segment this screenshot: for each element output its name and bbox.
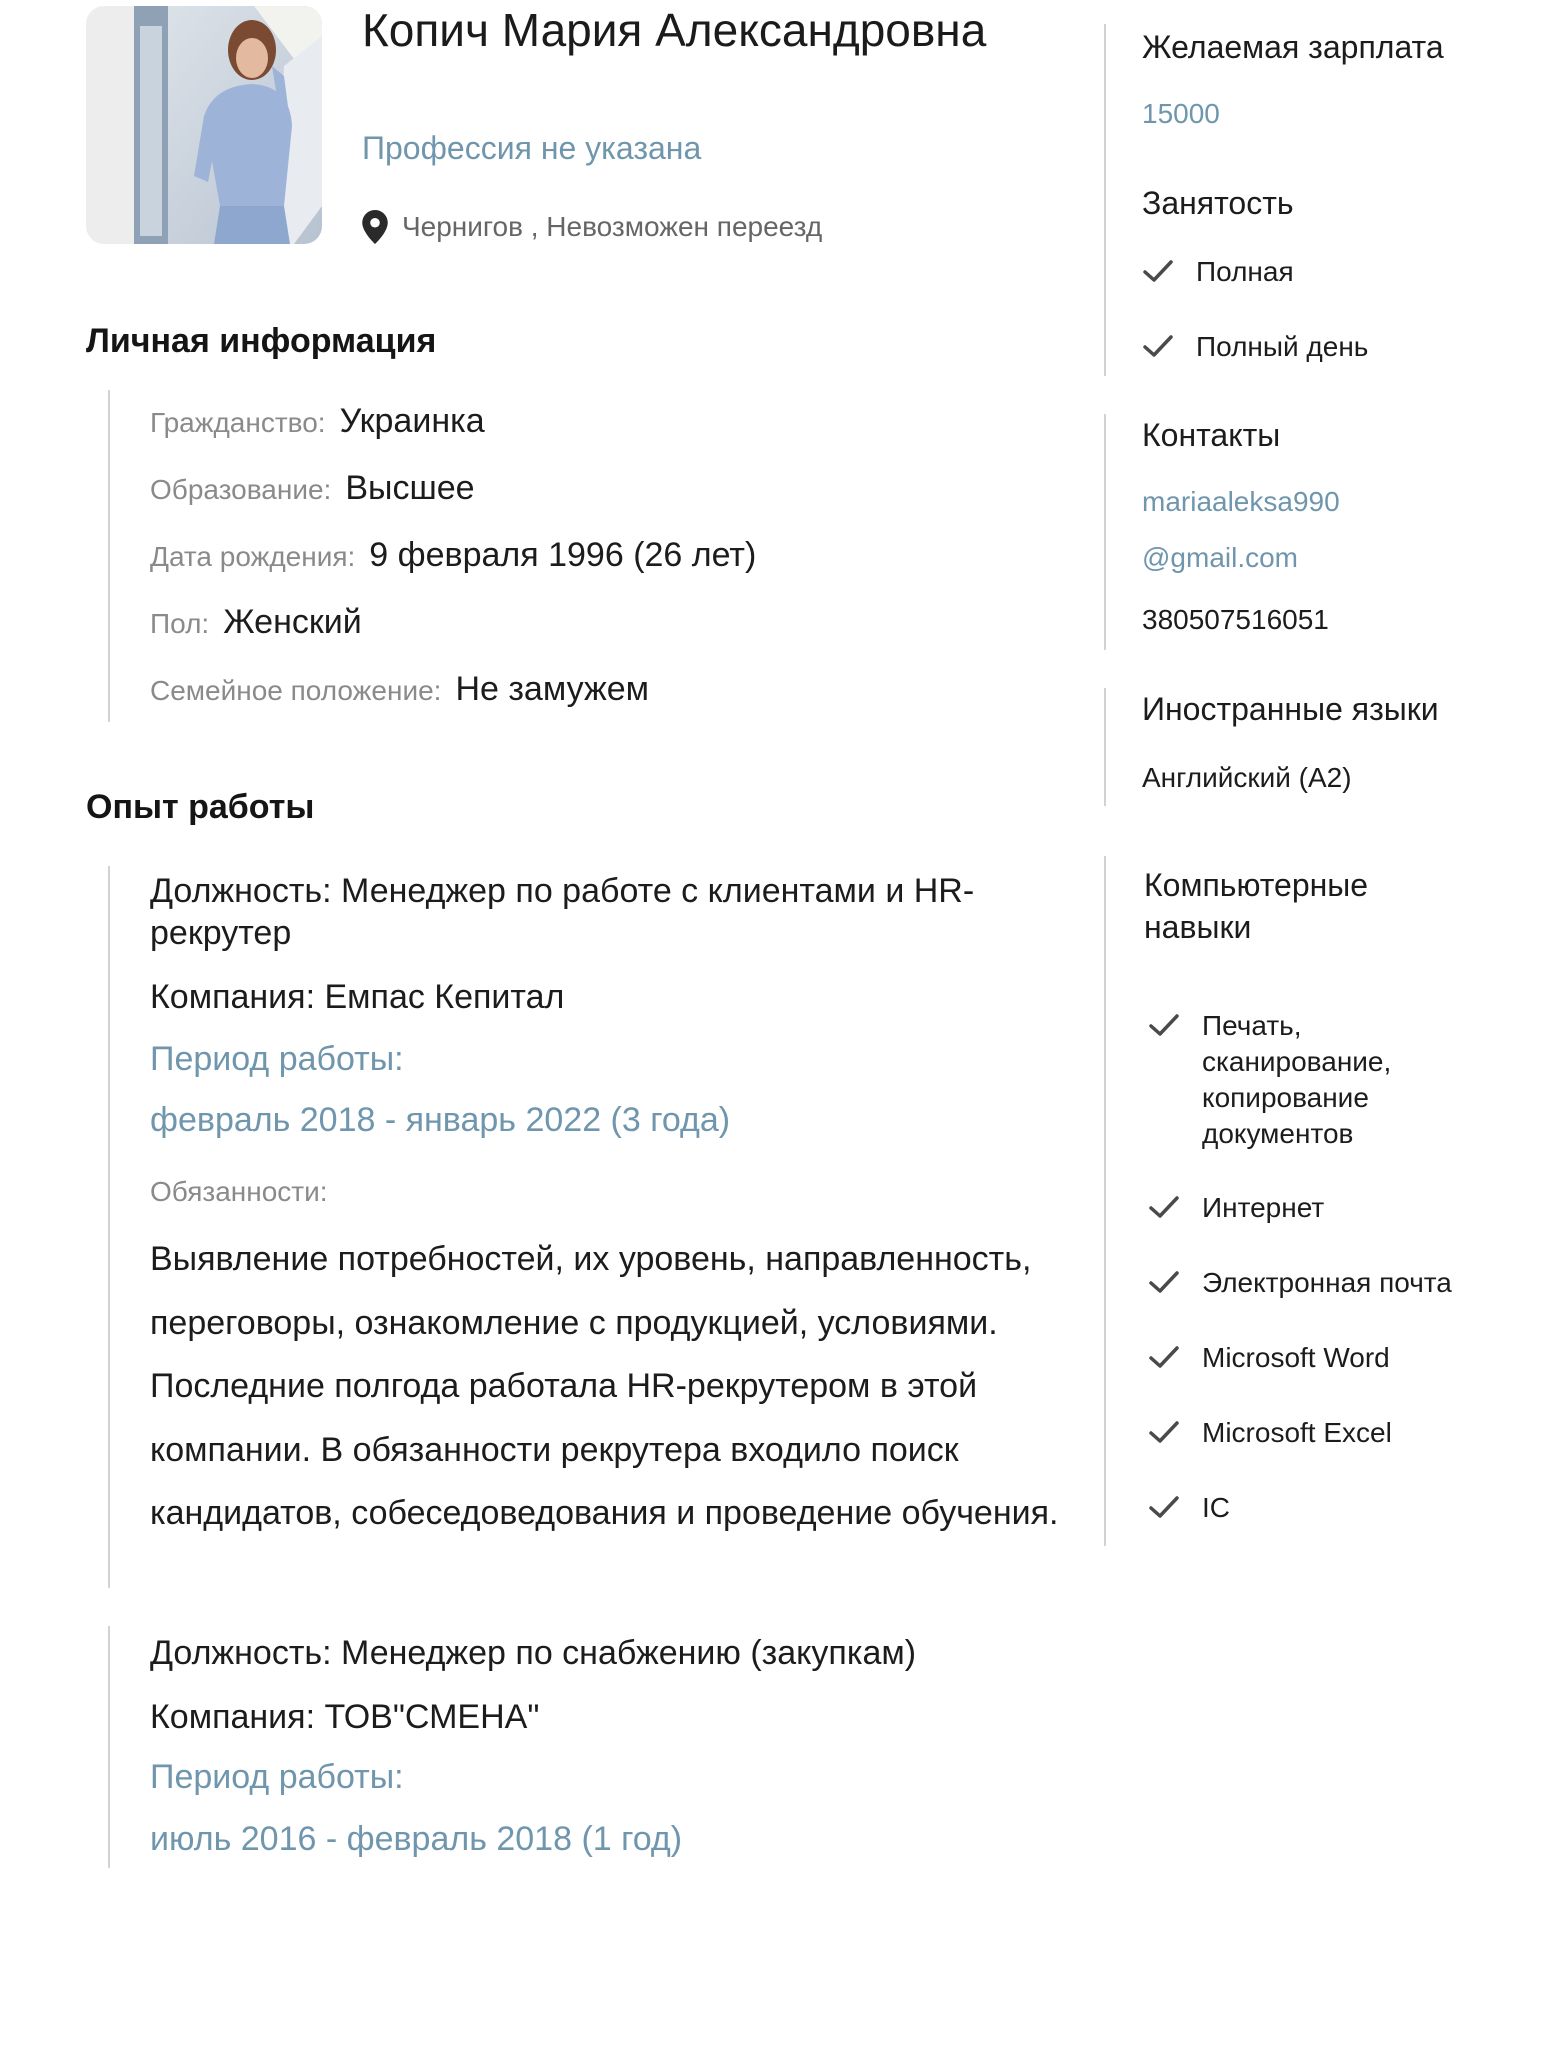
sidebar-divider-2	[1104, 414, 1106, 650]
personal-label: Дата рождения:	[150, 541, 356, 572]
job-2-period-label: Период работы:	[150, 1758, 404, 1796]
skill-item	[1148, 1190, 1324, 1226]
skill-label: Электронная почта	[1202, 1267, 1452, 1298]
checkmark-icon	[1148, 1194, 1180, 1220]
skill-item	[1148, 1265, 1452, 1301]
checkmark-icon	[1142, 333, 1174, 359]
checkmark-icon	[1148, 1269, 1180, 1295]
job-2-divider	[108, 1626, 110, 1868]
contact-phone: 380507516051	[1142, 604, 1329, 635]
profession: Профессия не указана	[362, 130, 702, 166]
checkmark-icon	[1148, 1344, 1180, 1370]
personal-label: Семейное положение:	[150, 675, 442, 706]
personal-divider	[108, 390, 110, 722]
skill-item	[1148, 1340, 1390, 1376]
contacts-title: Контакты	[1142, 417, 1281, 453]
checkmark-icon	[1148, 1494, 1180, 1520]
sidebar-divider-3	[1104, 688, 1106, 806]
personal-label: Пол:	[150, 608, 210, 639]
experience-title: Опыт работы	[86, 788, 315, 826]
skill-label: Печать, сканирование, копирование документов	[1202, 1010, 1392, 1149]
sidebar-divider-1	[1104, 24, 1106, 376]
contact-email-line-2[interactable]: @gmail.com	[1142, 542, 1299, 573]
skill-item	[1148, 1008, 1432, 1152]
job-2-period: июль 2016 - февраль 2018 (1 год)	[150, 1820, 683, 1858]
profile-photo-image	[134, 6, 322, 244]
personal-label: Образование:	[150, 474, 332, 505]
job-1-duties-label: Обязанности:	[150, 1176, 328, 1207]
location-text: Чернигов , Невозможен переезд	[402, 211, 823, 242]
personal-row-citizenship	[150, 402, 485, 441]
personal-row-birthdate	[150, 536, 756, 575]
job-2-company: Компания: ТОВ"СМЕНА"	[150, 1698, 540, 1736]
sidebar-divider-4	[1104, 856, 1106, 1546]
personal-value: Украинка	[339, 402, 485, 440]
location-pin-icon	[362, 210, 388, 244]
employment-item	[1142, 329, 1368, 365]
employment-label: Полная	[1196, 256, 1294, 287]
checkmark-icon	[1142, 258, 1174, 284]
personal-value: 9 февраля 1996 (26 лет)	[369, 536, 757, 574]
checkmark-icon	[1148, 1012, 1180, 1038]
profile-photo	[86, 6, 322, 244]
personal-value: Женский	[223, 603, 362, 641]
skill-item	[1148, 1490, 1230, 1526]
job-1-period-label: Период работы:	[150, 1040, 404, 1078]
job-1-position: Должность: Менеджер по работе с клиентами и HR-рекрутер	[150, 872, 975, 952]
personal-row-gender	[150, 603, 362, 642]
salary-value: 15000	[1142, 98, 1220, 129]
salary-title: Желаемая зарплата	[1142, 29, 1444, 65]
personal-row-marital	[150, 670, 649, 709]
personal-value: Не замужем	[455, 670, 650, 708]
skill-item	[1148, 1415, 1392, 1451]
job-2-position: Должность: Менеджер по снабжению (закупкам)	[150, 1634, 917, 1672]
personal-row-education	[150, 469, 475, 508]
checkmark-icon	[1148, 1419, 1180, 1445]
job-1-company: Компания: Емпас Кепитал	[150, 978, 565, 1016]
personal-info-title: Личная информация	[86, 322, 437, 360]
computer-skills-title: Компьютерные навыки	[1144, 867, 1369, 945]
languages-title: Иностранные языки	[1142, 691, 1439, 727]
employment-label: Полный день	[1196, 331, 1369, 362]
job-1-divider	[108, 866, 110, 1588]
skill-label: Microsoft Word	[1202, 1342, 1390, 1373]
employment-item	[1142, 254, 1294, 290]
skill-label: Интернет	[1202, 1192, 1325, 1223]
contact-email-line-1[interactable]: mariaaleksa990	[1142, 486, 1340, 517]
location	[362, 210, 822, 244]
language-item: Английский (A2)	[1142, 762, 1352, 793]
skill-label: Microsoft Excel	[1202, 1417, 1392, 1448]
employment-title: Занятость	[1142, 185, 1294, 221]
job-1-period: февраль 2018 - январь 2022 (3 года)	[150, 1101, 731, 1139]
personal-value: Высшее	[345, 469, 475, 507]
personal-label: Гражданство:	[150, 407, 326, 438]
job-1-duties: Выявление потребностей, их уровень, направленность, переговоры, ознакомление с продукцией, условиями. Последние полгода работала HR-рекрутером в этой компании. В обязанности рекрутера входило поиск кандидатов, собеседоведования и проведение обучения.	[150, 1240, 1059, 1532]
skill-label: IC	[1202, 1492, 1230, 1523]
candidate-name: Копич Мария Александровна	[362, 4, 987, 56]
